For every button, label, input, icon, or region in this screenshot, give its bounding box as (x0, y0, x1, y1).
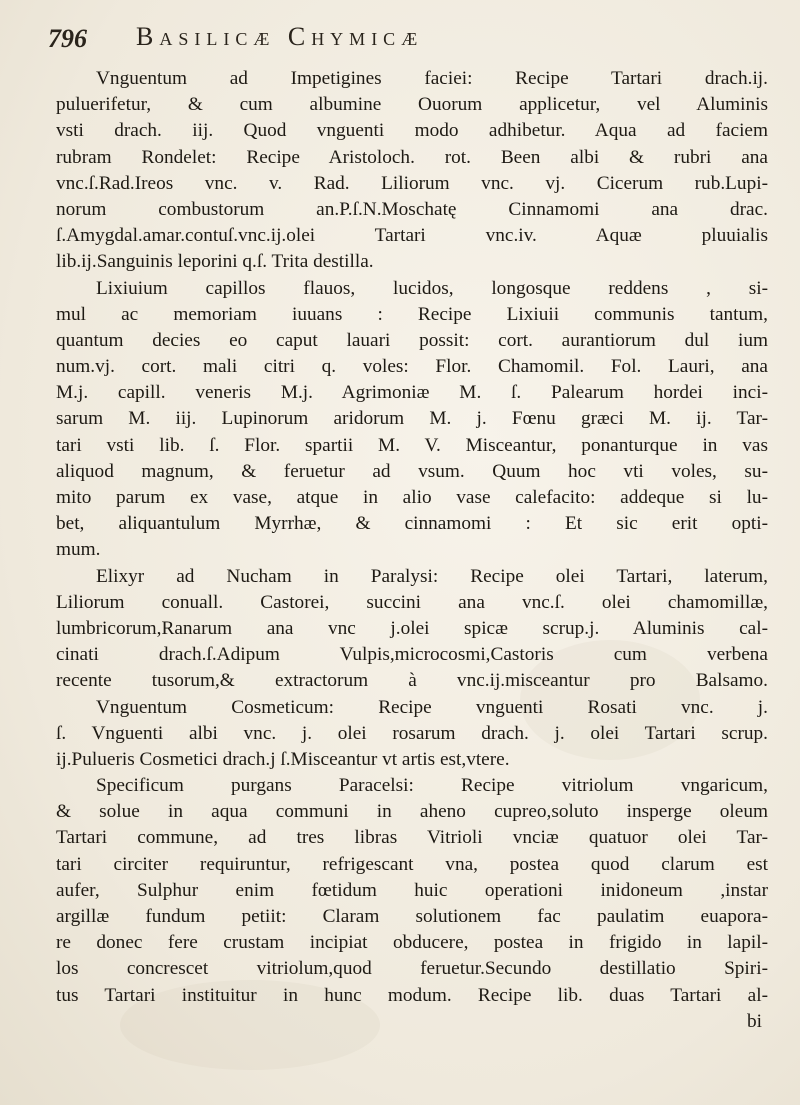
text-line: Specificum purgans Paracelsi: Recipe vitriolum vngaricum, (96, 775, 768, 797)
text-line: los concrescet vitriolum,quod feruetur.Secundo destillatio Spiri- (56, 958, 768, 980)
text-line: Liliorum conuall. Castorei, succini ana vnc.ſ. olei chamomillæ, (56, 591, 768, 613)
text-line: bi (747, 1010, 762, 1032)
text-line: recente tusorum,& extractorum à vnc.ij.misceantur pro Balsamo. (56, 670, 768, 692)
body-text (56, 66, 768, 1035)
text-line: aufer, Sulphur enim fœtidum huic operationi inidoneum ,instar (56, 879, 768, 901)
text-line: & solue in aqua communi in aheno cupreo,soluto insperge oleum (56, 801, 768, 823)
text-line: Lixiuium capillos flauos, lucidos, longosque reddens , si- (96, 277, 768, 299)
text-line: lib.ij.Sanguinis leporini q.ſ. Trita destilla. (56, 251, 374, 273)
text-line: M.j. capill. veneris M.j. Agrimoniæ M. ſ. Palearum hordei inci- (56, 382, 768, 404)
text-line: ij.Pulueris Cosmetici drach.j ſ.Misceantur vt artis est,vtere. (56, 748, 510, 770)
text-line: rubram Rondelet: Recipe Aristoloch. rot. Been albi & rubri ana (56, 146, 768, 168)
text-line: Vnguentum Cosmeticum: Recipe vnguenti Rosati vnc. j. (96, 696, 768, 718)
text-line: vnc.ſ.Rad.Ireos vnc. v. Rad. Liliorum vnc. vj. Cicerum rub.Lupi- (56, 172, 768, 194)
text-line: tari vsti lib. ſ. Flor. spartii M. V. Misceantur, ponanturque in vas (56, 434, 768, 456)
text-line: Elixyr ad Nucham in Paralysi: Recipe olei Tartari, laterum, (96, 565, 768, 587)
text-line: mito parum ex vase, atque in alio vase calefacito: addeque si lu- (56, 487, 768, 508)
text-line: lumbricorum,Ranarum ana vnc j.olei spicæ scrup.j. Aluminis cal- (56, 617, 768, 639)
page-number: 796 (48, 24, 87, 53)
text-line: puluerifetur, & cum albumine Ouorum applicetur, vel Aluminis (56, 94, 768, 116)
text-line: mum. (56, 539, 101, 561)
text-line: cinati drach.ſ.Adipum Vulpis,microcosmi,Castoris cum verbena (56, 644, 768, 666)
text-line: num.vj. cort. mali citri q. voles: Flor. Chamomil. Fol. Lauri, ana (56, 356, 768, 378)
running-head: Basilicæ Chymicæ (136, 22, 424, 51)
text-line: tus Tartari instituitur in hunc modum. Recipe lib. duas Tartari al- (56, 984, 768, 1006)
text-line: ſ. Vnguenti albi vnc. j. olei rosarum drach. j. olei Tartari scrup. (56, 722, 768, 744)
text-line: tari circiter requiruntur, refrigescant vna, postea quod clarum est (56, 853, 768, 875)
text-line: mul ac memoriam iuuans : Recipe Lixiuii communis tantum, (56, 303, 768, 325)
text-line: re donec fere crustam incipiat obducere, postea in frigido in lapil- (56, 932, 768, 954)
page-header (48, 18, 760, 58)
text-line: bet, aliquantulum Myrrhæ, & cinnamomi : Et sic erit opti- (56, 513, 768, 535)
text-line: argillæ fundum petiit: Claram solutionem fac paulatim euapora- (56, 906, 768, 927)
text-line: vsti drach. iij. Quod vnguenti modo adhibetur. Aqua ad faciem (56, 120, 768, 142)
text-line: Vnguentum ad Impetigines faciei: Recipe Tartari drach.ij. (96, 68, 768, 89)
text-line: norum combustorum an.P.ſ.N.Moschatę Cinnamomi ana drac. (56, 198, 768, 220)
text-line: quantum decies eo caput lauari possit: cort. aurantiorum dul ium (56, 329, 768, 351)
text-line: Tartari commune, ad tres libras Vitrioli vnciæ quatuor olei Tar- (56, 827, 768, 849)
text-line: aliquod magnum, & feruetur ad vsum. Quum hoc vti voles, su- (56, 460, 768, 482)
text-line: sarum M. iij. Lupinorum aridorum M. j. Fœnu græci M. ij. Tar- (56, 408, 768, 430)
text-line: ſ.Amygdal.amar.contuſ.vnc.ij.olei Tartari vnc.iv. Aquæ pluuialis (56, 225, 768, 247)
